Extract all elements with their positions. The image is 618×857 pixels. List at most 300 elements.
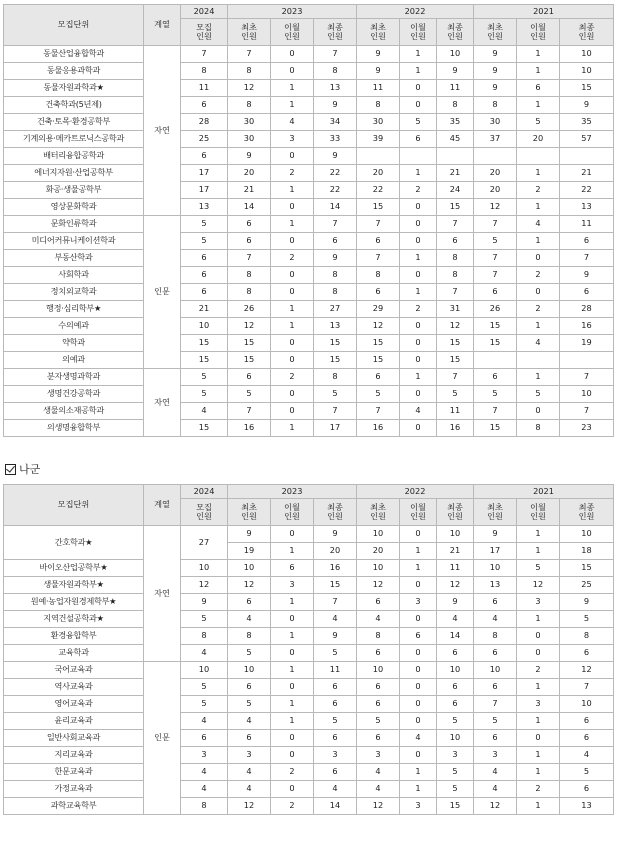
value-cell: 7: [474, 403, 517, 420]
value-cell: 0: [517, 284, 560, 301]
value-cell: 7: [474, 267, 517, 284]
table-row: [4, 747, 614, 764]
value-cell: 4: [181, 713, 228, 730]
header-year-2023: 2023: [228, 5, 357, 19]
value-cell: 7: [560, 679, 614, 696]
value-cell: 10: [228, 560, 271, 577]
unit-name: 수의예과: [4, 318, 144, 335]
value-cell: 0: [400, 577, 437, 594]
value-cell: 9: [560, 97, 614, 114]
value-cell: 1: [400, 250, 437, 267]
value-cell: 2: [517, 662, 560, 679]
value-cell: 30: [357, 114, 400, 131]
value-cell: 4: [357, 781, 400, 798]
value-cell: 6: [357, 284, 400, 301]
value-cell: 1: [271, 318, 314, 335]
value-cell: 12: [474, 199, 517, 216]
value-cell: 10: [437, 46, 474, 63]
value-cell: 7: [560, 369, 614, 386]
unit-name: 분자생명과학과: [4, 369, 144, 386]
value-cell: 6: [314, 730, 357, 747]
value-cell: 7: [474, 696, 517, 713]
table-row: [4, 131, 614, 148]
value-cell: 24: [437, 182, 474, 199]
value-cell: 9: [357, 63, 400, 80]
table-row: [4, 148, 614, 165]
value-cell: 5: [314, 645, 357, 662]
value-cell: 1: [517, 199, 560, 216]
value-cell: 6: [181, 730, 228, 747]
value-cell: 0: [400, 216, 437, 233]
unit-name: 사회학과: [4, 267, 144, 284]
value-cell: 5: [228, 696, 271, 713]
value-cell: 5: [181, 679, 228, 696]
value-cell: 15: [357, 335, 400, 352]
value-cell: 1: [517, 318, 560, 335]
value-cell: 17: [314, 420, 357, 437]
table-row: [4, 250, 614, 267]
value-cell: 57: [560, 131, 614, 148]
value-cell: 1: [400, 165, 437, 182]
value-cell: 7: [437, 284, 474, 301]
value-cell: 9: [314, 628, 357, 645]
value-cell: 15: [228, 352, 271, 369]
value-cell: 30: [228, 114, 271, 131]
value-cell: 1: [400, 560, 437, 577]
value-cell: 12: [357, 318, 400, 335]
value-cell: 15: [181, 420, 228, 437]
value-cell: 0: [271, 63, 314, 80]
table-row: [4, 611, 614, 628]
unit-name: 교육학과: [4, 645, 144, 662]
value-cell: 0: [517, 403, 560, 420]
value-cell: 10: [181, 662, 228, 679]
header-first: 최초 인원: [474, 499, 517, 526]
table-row: [4, 628, 614, 645]
table-row: [4, 352, 614, 369]
value-cell: 12: [228, 80, 271, 97]
value-cell: 7: [314, 216, 357, 233]
value-cell: 1: [400, 543, 437, 560]
value-cell: 8: [474, 628, 517, 645]
value-cell: 6: [357, 679, 400, 696]
value-cell: 23: [560, 420, 614, 437]
value-cell: 25: [181, 131, 228, 148]
value-cell: 29: [357, 301, 400, 318]
header-final: 최종 인원: [314, 19, 357, 46]
table-row: [4, 645, 614, 662]
unit-name: 간호학과★: [4, 526, 144, 560]
series-label: 인문: [144, 662, 181, 815]
table-row: [4, 46, 614, 63]
value-cell: 35: [437, 114, 474, 131]
value-cell: 6: [400, 628, 437, 645]
value-cell: 15: [437, 199, 474, 216]
value-cell: 5: [181, 369, 228, 386]
value-cell: 15: [560, 560, 614, 577]
header-carry: 이월 인원: [271, 19, 314, 46]
value-cell: 4: [228, 764, 271, 781]
unit-name: 행정·심리학부★: [4, 301, 144, 318]
value-cell: 3: [437, 747, 474, 764]
value-cell: 5: [181, 696, 228, 713]
value-cell: 6: [474, 594, 517, 611]
unit-name: 에너지자원·산업공학부: [4, 165, 144, 182]
value-cell: 10: [357, 560, 400, 577]
value-cell: 8: [228, 628, 271, 645]
value-cell: 4: [474, 611, 517, 628]
value-cell: 9: [314, 526, 357, 543]
value-cell: 6: [228, 369, 271, 386]
value-cell: 6: [181, 267, 228, 284]
value-cell: 6: [314, 233, 357, 250]
table-row: [4, 730, 614, 747]
unit-name: 역사교육과: [4, 679, 144, 696]
value-cell: 5: [560, 764, 614, 781]
value-cell: 1: [271, 662, 314, 679]
value-cell: 15: [357, 352, 400, 369]
value-cell: 8: [437, 97, 474, 114]
value-cell: 10: [474, 560, 517, 577]
value-cell: 31: [437, 301, 474, 318]
value-cell: 1: [271, 301, 314, 318]
header-first: 최초 인원: [474, 19, 517, 46]
value-cell: 15: [560, 80, 614, 97]
value-cell: 12: [437, 577, 474, 594]
value-cell: [560, 148, 614, 165]
value-cell: 6: [474, 284, 517, 301]
value-cell: 15: [314, 577, 357, 594]
header-year-2022: 2022: [357, 5, 474, 19]
value-cell: 9: [474, 80, 517, 97]
value-cell: 6: [357, 730, 400, 747]
value-cell: 6: [560, 645, 614, 662]
unit-name: 원예·농업자원경제학부★: [4, 594, 144, 611]
series-label: 인문: [144, 216, 181, 369]
header-carry: 이월 인원: [400, 19, 437, 46]
unit-name: 화공·생물공학부: [4, 182, 144, 199]
table-row: [4, 267, 614, 284]
value-cell: 10: [560, 386, 614, 403]
value-cell: 6: [228, 594, 271, 611]
value-cell: 8: [181, 63, 228, 80]
value-cell: 10: [437, 662, 474, 679]
value-cell: 28: [181, 114, 228, 131]
value-cell: 39: [357, 131, 400, 148]
value-cell: 0: [400, 420, 437, 437]
value-cell: 4: [357, 611, 400, 628]
value-cell: 20: [517, 131, 560, 148]
value-cell: 0: [400, 97, 437, 114]
value-cell: 15: [437, 352, 474, 369]
value-cell: 12: [357, 577, 400, 594]
value-cell: 0: [271, 730, 314, 747]
value-cell: 2: [271, 764, 314, 781]
table-row: [4, 696, 614, 713]
unit-name: 의예과: [4, 352, 144, 369]
unit-name: 동물응용과학과: [4, 63, 144, 80]
value-cell: 6: [228, 233, 271, 250]
value-cell: 22: [560, 182, 614, 199]
value-cell: 4: [560, 747, 614, 764]
table-row: [4, 284, 614, 301]
value-cell: 3: [181, 747, 228, 764]
value-cell: 19: [560, 335, 614, 352]
value-cell: 14: [314, 798, 357, 815]
value-cell: 1: [400, 781, 437, 798]
value-cell: 15: [314, 352, 357, 369]
value-cell: 7: [357, 250, 400, 267]
value-cell: 1: [517, 63, 560, 80]
value-cell: 6: [474, 730, 517, 747]
value-cell: 0: [400, 696, 437, 713]
value-cell: 0: [400, 80, 437, 97]
unit-name: 동물자원과학과★: [4, 80, 144, 97]
value-cell: 6: [181, 97, 228, 114]
value-cell: 3: [400, 594, 437, 611]
value-cell: 5: [474, 713, 517, 730]
value-cell: 8: [181, 628, 228, 645]
value-cell: 5: [314, 386, 357, 403]
value-cell: 26: [474, 301, 517, 318]
value-cell: 12: [228, 318, 271, 335]
value-cell: 15: [474, 318, 517, 335]
value-cell: 15: [357, 199, 400, 216]
value-cell: 6: [474, 679, 517, 696]
value-cell: [517, 352, 560, 369]
value-cell: 1: [517, 713, 560, 730]
value-cell: 20: [357, 165, 400, 182]
header-series: 계열: [144, 485, 181, 526]
value-cell: 15: [437, 335, 474, 352]
value-cell: 10: [474, 662, 517, 679]
unit-name: 건축학과(5년제): [4, 97, 144, 114]
value-cell: 4: [474, 781, 517, 798]
unit-name: 영상문화학과: [4, 199, 144, 216]
value-cell: 8: [357, 267, 400, 284]
value-cell: 15: [474, 420, 517, 437]
value-cell: 8: [474, 97, 517, 114]
value-cell: 7: [181, 46, 228, 63]
value-cell: 20: [474, 165, 517, 182]
value-cell: 7: [437, 216, 474, 233]
value-cell: 5: [474, 386, 517, 403]
value-cell: 6: [474, 645, 517, 662]
na-group-table: [3, 484, 614, 815]
value-cell: 0: [271, 148, 314, 165]
value-cell: 0: [517, 250, 560, 267]
unit-name: 배터리융합공학과: [4, 148, 144, 165]
value-cell: 8: [228, 284, 271, 301]
value-cell: 3: [474, 747, 517, 764]
value-cell: 10: [560, 63, 614, 80]
value-cell: 0: [271, 335, 314, 352]
value-cell: [560, 352, 614, 369]
series-label: 자연: [144, 369, 181, 437]
value-cell: 6: [181, 250, 228, 267]
value-cell: 15: [228, 335, 271, 352]
value-cell: 2: [271, 165, 314, 182]
value-cell: 1: [400, 369, 437, 386]
value-cell: 22: [357, 182, 400, 199]
value-cell: 4: [314, 781, 357, 798]
value-cell: 30: [228, 131, 271, 148]
value-cell: [474, 148, 517, 165]
ga-group-table: [3, 4, 614, 437]
value-cell: 8: [357, 628, 400, 645]
value-cell: 6: [560, 730, 614, 747]
header-first: 최초 인원: [357, 499, 400, 526]
value-cell: 3: [517, 696, 560, 713]
value-cell: 9: [474, 526, 517, 543]
value-cell: 0: [271, 747, 314, 764]
value-cell: 11: [181, 80, 228, 97]
value-cell: 1: [400, 284, 437, 301]
value-cell: 4: [228, 611, 271, 628]
value-cell: 4: [181, 645, 228, 662]
value-cell: 0: [400, 352, 437, 369]
unit-name: 가정교육과: [4, 781, 144, 798]
value-cell: 25: [560, 577, 614, 594]
value-cell: 1: [517, 369, 560, 386]
value-cell: 6: [228, 216, 271, 233]
value-cell: 5: [517, 560, 560, 577]
header-year-2021: 2021: [474, 5, 614, 19]
unit-name: 일반사회교육과: [4, 730, 144, 747]
table-row: [4, 679, 614, 696]
value-cell: 13: [560, 199, 614, 216]
value-cell: 3: [314, 747, 357, 764]
value-cell: 1: [271, 182, 314, 199]
value-cell: 0: [271, 386, 314, 403]
value-cell: 10: [560, 46, 614, 63]
value-cell: 6: [357, 369, 400, 386]
value-cell: 15: [181, 352, 228, 369]
value-cell: 6: [314, 764, 357, 781]
unit-name: 환경융합학부: [4, 628, 144, 645]
value-cell: 10: [357, 526, 400, 543]
header-carry: 이월 인원: [271, 499, 314, 526]
value-cell: 14: [437, 628, 474, 645]
value-cell: 11: [437, 560, 474, 577]
value-cell: 5: [228, 645, 271, 662]
table-row: [4, 594, 614, 611]
header-year-2024: 2024: [181, 5, 228, 19]
value-cell: 35: [560, 114, 614, 131]
value-cell: 6: [400, 131, 437, 148]
value-cell: 2: [400, 301, 437, 318]
value-cell: 1: [517, 611, 560, 628]
value-cell: 5: [437, 713, 474, 730]
unit-name: 정치외교학과: [4, 284, 144, 301]
value-cell: 9: [474, 63, 517, 80]
value-cell: 8: [560, 628, 614, 645]
unit-name: 지역건설공학과★: [4, 611, 144, 628]
value-cell: 34: [314, 114, 357, 131]
header-carry: 이월 인원: [400, 499, 437, 526]
value-cell: 0: [400, 679, 437, 696]
value-cell: 1: [517, 798, 560, 815]
value-cell: 22: [314, 165, 357, 182]
value-cell: 8: [314, 284, 357, 301]
value-cell: 11: [437, 80, 474, 97]
value-cell: 8: [314, 267, 357, 284]
table-row: [4, 335, 614, 352]
value-cell: 27: [314, 301, 357, 318]
value-cell: 0: [271, 199, 314, 216]
value-cell: 4: [181, 403, 228, 420]
header-final: 최종 인원: [560, 499, 614, 526]
value-cell: 9: [560, 594, 614, 611]
value-cell: 1: [517, 165, 560, 182]
value-cell: 8: [437, 267, 474, 284]
value-cell: 9: [314, 250, 357, 267]
table-row: [4, 420, 614, 437]
value-cell: 37: [474, 131, 517, 148]
value-cell: 6: [228, 679, 271, 696]
value-cell: 3: [271, 577, 314, 594]
value-cell: 1: [517, 679, 560, 696]
value-cell: 20: [357, 543, 400, 560]
value-cell: 6: [314, 679, 357, 696]
value-cell: 11: [314, 662, 357, 679]
table-row: [4, 386, 614, 403]
value-cell: 1: [271, 628, 314, 645]
table-row: [4, 165, 614, 182]
na-group-heading: [5, 461, 40, 477]
value-cell: 6: [560, 781, 614, 798]
value-cell: 10: [181, 318, 228, 335]
header-first: 최초 인원: [228, 19, 271, 46]
value-cell: 2: [271, 798, 314, 815]
value-cell: 0: [400, 267, 437, 284]
value-cell: 17: [474, 543, 517, 560]
value-cell: 11: [437, 403, 474, 420]
series-label: 자연: [144, 46, 181, 216]
value-cell: 2: [517, 267, 560, 284]
value-cell: 0: [271, 284, 314, 301]
value-cell: 1: [271, 80, 314, 97]
value-cell: 12: [181, 577, 228, 594]
value-cell: 3: [271, 131, 314, 148]
table-row: [4, 63, 614, 80]
value-cell: 6: [271, 560, 314, 577]
value-cell: 2: [517, 301, 560, 318]
unit-name: 생명건강공학과: [4, 386, 144, 403]
value-cell: 5: [517, 386, 560, 403]
value-cell: 0: [517, 730, 560, 747]
value-cell: 9: [357, 46, 400, 63]
value-cell: 0: [517, 628, 560, 645]
value-cell: 0: [400, 747, 437, 764]
table-row: [4, 369, 614, 386]
na-group-title: 나군: [19, 463, 41, 476]
value-cell: 0: [271, 267, 314, 284]
value-cell: 15: [474, 335, 517, 352]
value-cell: 13: [314, 318, 357, 335]
value-cell: 5: [181, 386, 228, 403]
value-cell: 6: [560, 713, 614, 730]
value-cell: 4: [437, 611, 474, 628]
value-cell: 6: [314, 696, 357, 713]
table-row: [4, 114, 614, 131]
value-cell: 6: [357, 233, 400, 250]
value-cell: 7: [474, 250, 517, 267]
value-cell: [400, 148, 437, 165]
value-cell: 6: [437, 645, 474, 662]
value-cell: 0: [271, 233, 314, 250]
value-cell: 4: [474, 764, 517, 781]
